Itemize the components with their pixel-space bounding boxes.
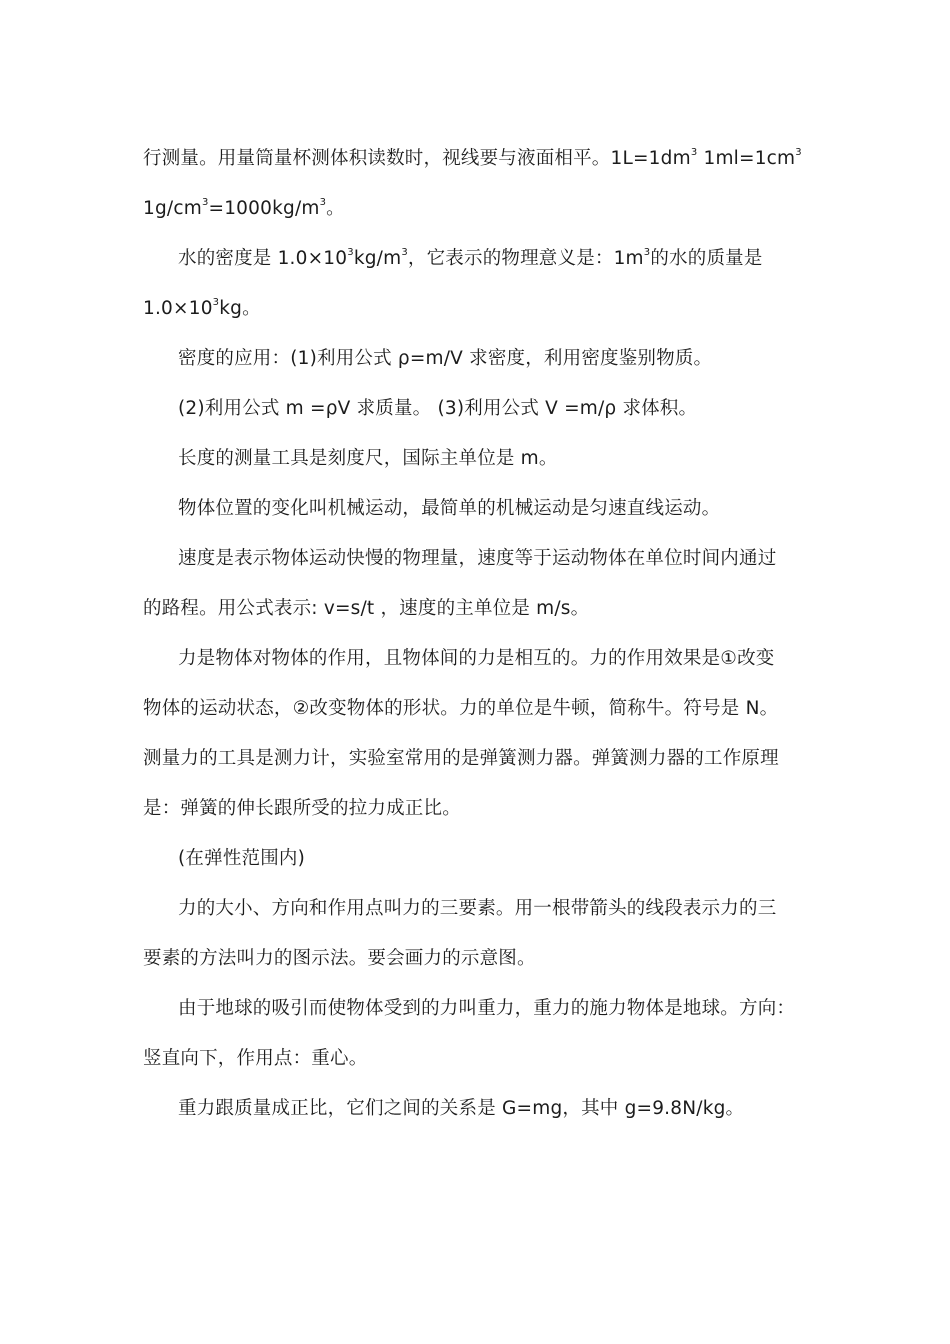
text-line-18: 由于地球的吸引而使物体受到的力叫重力，重力的施力物体是地球。方向： — [178, 998, 796, 1019]
text-line-5: 密度的应用：(1)利用公式 ρ=m/V 求密度，利用密度鉴别物质。 — [178, 348, 713, 369]
text-line-3: 水的密度是 $1.0\times 10^3kg/m^3$，它表示的物理意义是：$1m^3$的水的质量是 — [178, 247, 763, 269]
text-line-19: 竖直向下，作用点：重心。 — [143, 1048, 368, 1069]
text-line-17: 要素的方法叫力的图示法。要会画力的示意图。 — [143, 948, 536, 969]
text-line-4: $1.0\times 10^3kg$。 — [143, 297, 261, 319]
text-line-13: 测量力的工具是测力计，实验室常用的是弹簧测力器。弹簧测力器的工作原理 — [143, 748, 779, 769]
document-body — [143, 134, 813, 1134]
text-line-10: 的路程。用公式表示: v=s/t ，速度的主单位是 m/s。 — [143, 598, 590, 619]
text-line-1: 行测量。用量筒量杯测体积读数时，视线要与液面相平。$1L=1dm^3$ $1ml=1cm^3$ — [143, 147, 802, 169]
text-line-15: (在弹性范围内) — [178, 848, 306, 869]
text-line-8: 物体位置的变化叫机械运动，最简单的机械运动是匀速直线运动。 — [178, 498, 721, 519]
text-line-14: 是：弹簧的伸长跟所受的拉力成正比。 — [143, 798, 461, 819]
text-line-11: 力是物体对物体的作用，且物体间的力是相互的。力的作用效果是①改变 — [178, 648, 775, 669]
text-line-9: 速度是表示物体运动快慢的物理量，速度等于运动物体在单位时间内通过 — [178, 548, 777, 569]
text-line-12: 物体的运动状态，②改变物体的形状。力的单位是牛顿，简称牛。符号是 N。 — [143, 698, 779, 719]
text-line-6: (2)利用公式 m =ρV 求质量。 (3)利用公式 V =m/ρ 求体积。 — [178, 398, 698, 419]
text-line-16: 力的大小、方向和作用点叫力的三要素。用一根带箭头的线段表示力的三 — [178, 898, 777, 919]
text-line-2: $1g/cm^3=1000kg/m^3$。 — [143, 197, 345, 219]
text-line-20: 重力跟质量成正比，它们之间的关系是 G=mg，其中 g=9.8N/kg。 — [178, 1098, 745, 1119]
text-line-7: 长度的测量工具是刻度尺，国际主单位是 m。 — [178, 448, 558, 469]
